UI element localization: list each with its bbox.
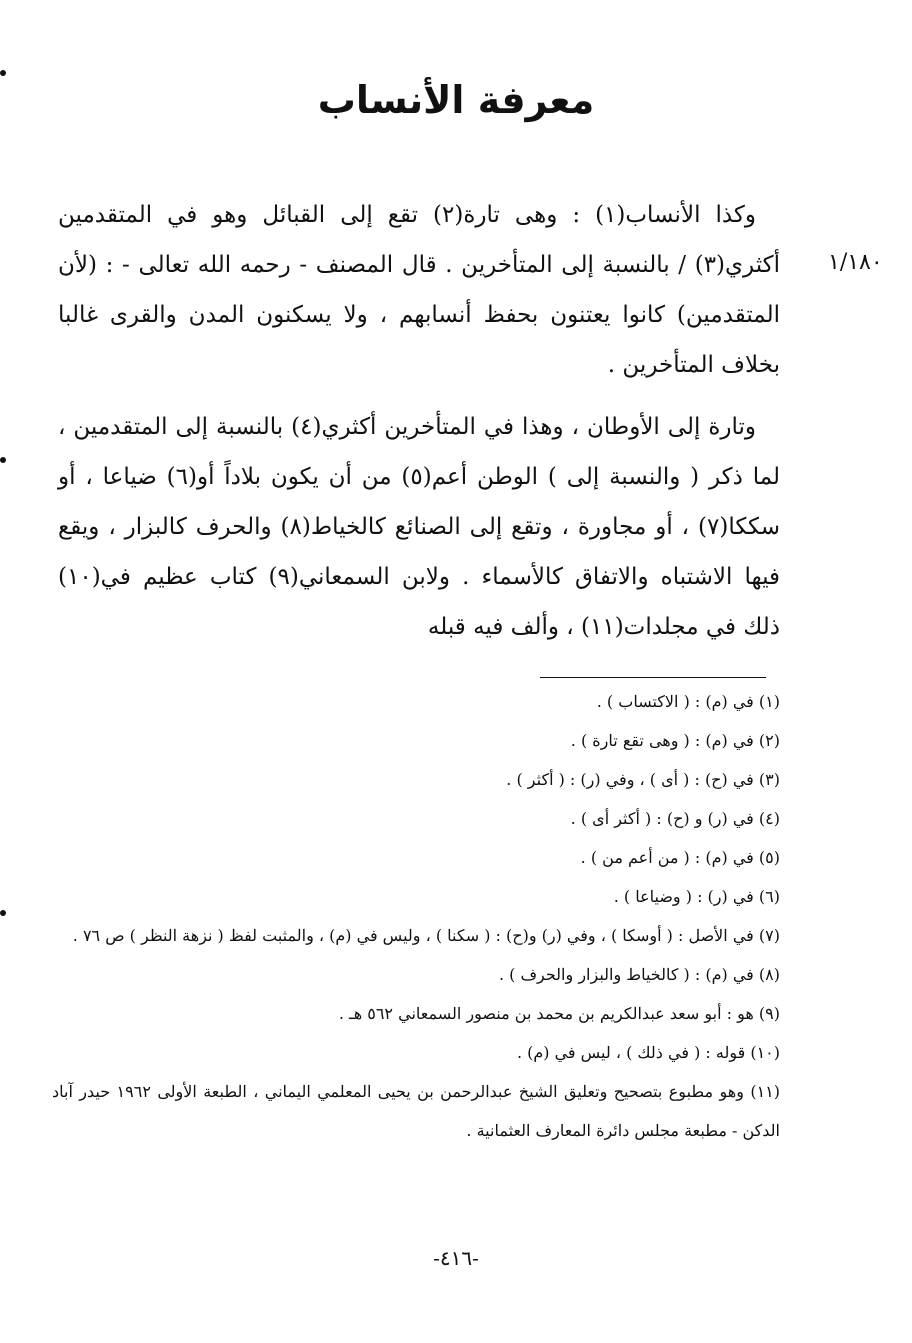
scan-mark: [0, 457, 6, 463]
footnotes: [52, 682, 780, 1150]
paragraph: وتارة إلى الأوطان ، وهذا في المتأخرين أكثري(٤) بالنسبة إلى المتقدمين ، لما ذكر ( والنسبة إلى ) الوطن أعم(٥) من أن يكون بلاداً أو(٦) ضياعا ، أو سككا(٧) ، أو مجاورة ، وتقع إلى الصنائع كالخياط(٨) والحرف كالبزار ، ويقع فيها الاشتباه والاتفاق كالأسماء . ولابن السمعاني(٩) كتاب عظيم في(١٠) ذلك في مجلدات(١١) ، وألف فيه قبله: [58, 414, 781, 640]
footnote: (١) في (م) : ( الاكتساب ) .: [596, 692, 780, 711]
footnote: (٣) في (ح) : ( أى ) ، وفي (ر) : ( أكثر ) .: [506, 770, 780, 789]
footnote: (٥) في (م) : ( من أعم من ) .: [580, 848, 780, 867]
footnote: (٤) في (ر) و (ح) : ( أكثر أى ) .: [570, 809, 780, 828]
scan-mark: [0, 910, 6, 916]
footnote-separator: [540, 677, 766, 678]
footnote: (٩) هو : أبو سعد عبدالكريم بن محمد بن منصور السمعاني ٥٦٢ هـ .: [338, 1004, 780, 1023]
page-title: معرفة الأنساب: [317, 78, 595, 122]
scan-mark: [0, 70, 6, 76]
footnote: (١١) وهو مطبوع بتصحيح وتعليق الشيخ عبدالرحمن بن يحيى المعلمي اليماني ، الطبعة الأولى ١٩٦٢ حيدر آباد الدكن - مطبعة مجلس دائرة المعارف العثمانية .: [52, 1082, 780, 1140]
footnote: (٧) في الأصل : ( أوسكا ) ، وفي (ر) و(ح) : ( سكنا ) ، وليس في (م) ، والمثبت لفظ ( نزهة النظر ) ص ٧٦ .: [72, 926, 780, 945]
main-text: [58, 190, 780, 664]
footnote: (٢) في (م) : ( وهى تقع تارة ) .: [570, 731, 780, 750]
footnote: (٦) في (ر) : ( وضياعا ) .: [613, 887, 780, 906]
footnote: (١٠) قوله : ( في ذلك ) ، ليس في (م) .: [516, 1043, 780, 1062]
margin-reference: ١/١٨٠: [828, 250, 883, 275]
page-number: -٤١٦-: [433, 1246, 479, 1270]
paragraph: وكذا الأنساب(١) : وهى تارة(٢) تقع إلى القبائل وهو في المتقدمين أكثري(٣) / بالنسبة إلى المتأخرين . قال المصنف - رحمه الله تعالى - : (لأن المتقدمين) كانوا يعتنون بحفظ أنسابهم ، ولا يسكنون المدن والقرى غالبا بخلاف المتأخرين .: [58, 202, 780, 378]
footnote: (٨) في (م) : ( كالخياط والبزار والحرف ) .: [498, 965, 780, 984]
